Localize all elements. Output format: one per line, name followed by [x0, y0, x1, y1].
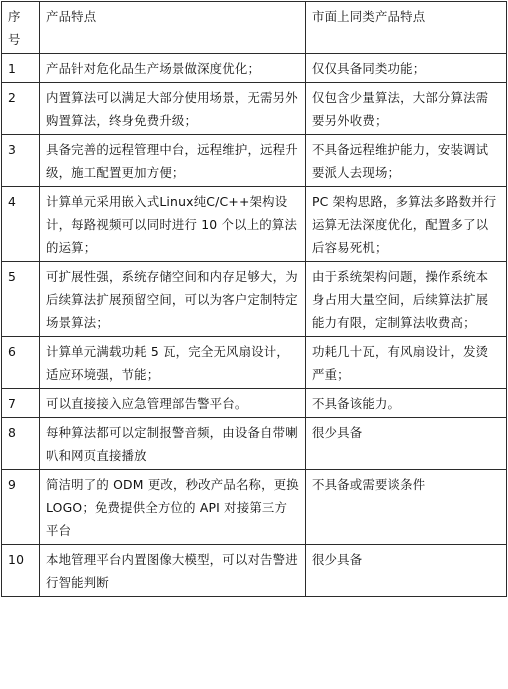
table-row	[2, 389, 507, 418]
market-feature-cell: 由于系统架构问题，操作系统本身占用大量空间，后续算法扩展能力有限，定制算法收费高；	[306, 262, 507, 337]
our-feature-cell: 简洁明了的 ODM 更改，秒改产品名称，更换 LOGO；免费提供全方位的 API 对接第三方平台	[40, 470, 306, 545]
our-feature-cell: 计算单元采用嵌入式Linux纯C/C++架构设计，每路视频可以同时进行 10 个以上的算法的运算；	[40, 187, 306, 262]
row-number: 7	[2, 389, 40, 418]
header-our-features: 产品特点	[40, 2, 306, 54]
row-number: 4	[2, 187, 40, 262]
header-market-features: 市面上同类产品特点	[306, 2, 507, 54]
market-feature-cell: 不具备或需要谈条件	[306, 470, 507, 545]
our-feature-cell: 可以直接接入应急管理部告警平台。	[40, 389, 306, 418]
row-number: 2	[2, 83, 40, 135]
our-feature-cell: 产品针对危化品生产场景做深度优化；	[40, 54, 306, 83]
row-number: 8	[2, 418, 40, 470]
table-row	[2, 135, 507, 187]
our-feature-cell: 内置算法可以满足大部分使用场景，无需另外购置算法，终身免费升级；	[40, 83, 306, 135]
market-feature-cell: 很少具备	[306, 545, 507, 597]
row-number: 1	[2, 54, 40, 83]
market-feature-cell: 很少具备	[306, 418, 507, 470]
our-feature-cell: 每种算法都可以定制报警音频，由设备自带喇叭和网页直接播放	[40, 418, 306, 470]
table-row	[2, 54, 507, 83]
table-row	[2, 187, 507, 262]
table-header-row	[2, 2, 507, 54]
table-row	[2, 83, 507, 135]
table-row	[2, 337, 507, 389]
table-row	[2, 545, 507, 597]
our-feature-cell: 本地管理平台内置图像大模型，可以对告警进行智能判断	[40, 545, 306, 597]
table-row	[2, 470, 507, 545]
row-number: 6	[2, 337, 40, 389]
row-number: 5	[2, 262, 40, 337]
market-feature-cell: 功耗几十瓦，有风扇设计，发烫严重；	[306, 337, 507, 389]
market-feature-cell: 不具备该能力。	[306, 389, 507, 418]
our-feature-cell: 可扩展性强，系统存储空间和内存足够大，为后续算法扩展预留空间，可以为客户定制特定场景算法；	[40, 262, 306, 337]
market-feature-cell: 不具备远程维护能力，安装调试要派人去现场；	[306, 135, 507, 187]
table-row	[2, 418, 507, 470]
market-feature-cell: 仅仅具备同类功能；	[306, 54, 507, 83]
row-number: 9	[2, 470, 40, 545]
row-number: 10	[2, 545, 40, 597]
market-feature-cell: PC 架构思路，多算法多路数并行运算无法深度优化，配置多了以后容易死机；	[306, 187, 507, 262]
market-feature-cell: 仅包含少量算法，大部分算法需要另外收费；	[306, 83, 507, 135]
header-serial: 序号	[2, 2, 40, 54]
row-number: 3	[2, 135, 40, 187]
table-row	[2, 262, 507, 337]
our-feature-cell: 具备完善的远程管理中台，远程维护，远程升级，施工配置更加方便；	[40, 135, 306, 187]
our-feature-cell: 计算单元满载功耗 5 瓦，完全无风扇设计，适应环境强，节能；	[40, 337, 306, 389]
comparison-table	[1, 1, 507, 597]
